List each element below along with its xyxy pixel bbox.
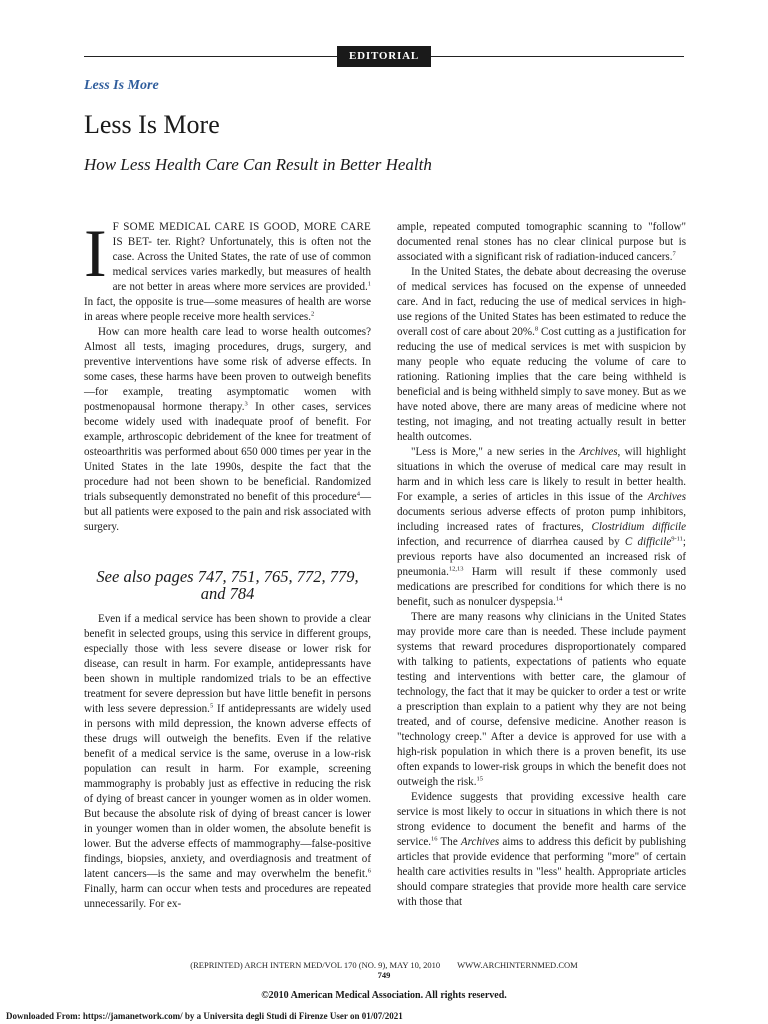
reference-marker[interactable]: 4 — [356, 490, 360, 498]
text-run: ; previous reports have also documented an increased risk of pneumonia. — [397, 536, 686, 578]
reference-marker[interactable]: 3 — [244, 400, 248, 408]
reference-marker[interactable]: 8 — [534, 325, 539, 333]
text-run: "Less is More," a new series in the — [411, 446, 580, 458]
reference-marker[interactable]: 6 — [367, 867, 371, 875]
text-run: Even if a medical service has been shown to provide a clear benefit in selected groups, using this service in different groups, especially those with less severe disease or lower risk for disease, can result in harm. For example, antidepressants have been shown in multiple randomized trials to be an effective treatment for severe depression but have little benefit in persons with less severe depression. — [84, 613, 371, 715]
text-run: Harm will result if these commonly used medications are prescribed for conditions for which there is no benefit, such as nonulcer dyspepsia. — [397, 566, 686, 608]
journal-name: Archives — [579, 446, 618, 458]
website-link[interactable]: WWW.ARCHINTERNMED.COM — [457, 960, 578, 970]
text-run: How can more health care lead to worse health outcomes? Almost all tests, imaging procedures, drugs, surgery, and preventive interventions have some risk of adverse effects. In some cases, these harms have been proven to outweigh benefits—for example, treating asymptomatic women with postmenopausal hormone therapy. — [84, 326, 371, 413]
species-name: C difficile — [624, 536, 672, 548]
text-run: The — [437, 836, 461, 848]
left-column-bottom — [84, 612, 371, 912]
right-column — [397, 220, 686, 910]
text-run: In other cases, services become widely used with inadequate proof of benefit. For example, arthroscopic debridement of the knee for treatment of osteoarthritis was performed about 650 000 times per year in the United States in the late 1990s, despite the fact that the procedure had not been shown to be beneficial. Randomized trials subsequently demonstrated no benefit of this procedure — [84, 401, 371, 503]
text-run: aims to address this deficit by publishing articles that provide evidence that performing "more" of certain health care activities results in "less" health. Appropriate articles should compare strategies that provide more health care service with those that — [397, 836, 686, 908]
reference-marker[interactable]: 15 — [476, 775, 483, 783]
text-run: Cost cutting as a justification for reducing the use of medical services is met with suspicion by many people who equate reducing the volume of care to rationing. Rationing implies that the care being withheld is beneficial and is being withheld simply to save money. But as we have noted above, there are many areas of medicine where not testing, not imaging, and not treating actually result in better health outcomes. — [397, 326, 686, 443]
text-run: Evidence suggests that providing excessive health care service is most likely to occur in situations in which there is not strong evidence to document the benefit and harms of the service. — [397, 791, 686, 848]
reference-marker[interactable]: 2 — [310, 310, 315, 318]
paragraph — [84, 612, 371, 912]
reference-marker[interactable]: 9-11 — [671, 535, 683, 543]
species-name: Clostridium difficile — [591, 521, 686, 533]
paragraph — [84, 325, 371, 535]
text-run: In fact, the opposite is true—some measures of health are worse in areas where people receive more health services. — [84, 296, 371, 323]
editorial-tag: EDITORIAL — [337, 46, 431, 67]
reference-marker[interactable]: 16 — [431, 835, 438, 843]
reference-marker[interactable]: 7 — [672, 250, 676, 258]
text-run: ample, repeated computed tomographic scanning to "follow" documented renal stones has no clear clinical purpose but is associated with a significant risk of radiation-induced cancers. — [397, 221, 686, 263]
text-run: , will highlight situations in which the overuse of medical care may result in harm and in which less care is likely to result in better health. For example, a series of articles in this issue of the — [397, 446, 686, 503]
article-title: Less Is More — [84, 110, 220, 139]
download-notice: Downloaded From: https://jamanetwork.com/ by a Universita degli Studi di Firenze User on 01/07/2021 — [6, 1011, 403, 1021]
lead-in-caps: F SOME MEDICAL CARE IS GOOD, MORE CARE IS BET- — [112, 221, 371, 248]
paragraph — [397, 265, 686, 445]
paragraph — [397, 610, 686, 790]
text-run: —but all patients were exposed to the pain and risk associated with surgery. — [84, 491, 371, 533]
page-number: 749 — [377, 970, 391, 980]
paragraph — [397, 220, 686, 265]
text-run: In the United States, the debate about decreasing the overuse of medical services has focused on the expense of unneeded care. And in fact, reducing the use of medical services in high-use regions of the United States has been estimated to reduce the overall cost of care about 20%. — [397, 266, 686, 338]
text-run: infection, and recurrence of diarrhea caused by — [397, 536, 625, 548]
journal-name: Archives — [647, 491, 686, 503]
article-subtitle: How Less Health Care Can Result in Better Health — [84, 155, 432, 174]
text-run: ter. Right? Unfortunately, this is often not the case. Across the United States, the rate of use of common medical services varies markedly, but measures of health are not better in areas where more services are provided. — [112, 236, 371, 293]
see-also-callout[interactable]: See also pages 747, 751, 765, 772, 779, and 784 — [96, 567, 359, 603]
series-label[interactable]: Less Is More — [84, 78, 159, 93]
citation: (REPRINTED) ARCH INTERN MED/VOL 170 (NO. 9), MAY 10, 2010 — [190, 960, 441, 970]
paragraph — [397, 790, 686, 910]
journal-name: Archives — [460, 836, 500, 848]
paragraph — [84, 215, 371, 325]
text-run: If antidepressants are widely used in persons with mild depression, the known adverse effects of these drugs will outweigh the benefits. Even if the relative benefit of a medical service is the same, overuse in a low-risk population can result in harm. For example, screening mammography is probably just as effective in reducing the risk of dying of breast cancer in younger women as in older women. But because the absolute risk of dying of breast cancer is lower in younger women than in older women, the absolute benefit is lower. But the adverse effects of mammography—false-positive findings, biopsies, anxiety, and overdiagnosis and treatment of latent cancers—is the same and may overwhelm the benefit. — [84, 703, 371, 880]
reference-marker[interactable]: 5 — [209, 702, 214, 710]
left-column-top — [84, 215, 371, 535]
paragraph — [397, 445, 686, 610]
text-run: Finally, harm can occur when tests and procedures are repeated unnecessarily. For ex- — [84, 883, 371, 910]
copyright-notice: ©2010 American Medical Association. All rights reserved. — [261, 990, 507, 1001]
reference-marker[interactable]: 12,13 — [448, 565, 464, 573]
text-run: documents serious adverse effects of proton pump inhibitors, including increased rates of fractures, — [397, 506, 686, 533]
footer-citation-line — [84, 960, 684, 970]
drop-cap: I — [84, 215, 107, 291]
text-run: There are many reasons why clinicians in the United States may provide more care than is needed. These include payment systems that reward procedures disproportionately compared with talking to patients, expectations of patients who equate testing and interventions with better care, the glamour of technology, the fact that it may be quicker to order a test or write a prescription than explain to a patient why they are not being treated, and of course, defensive medicine. Another reason is "technology creep." After a device is approved for use with a high-risk population in which there is a proven benefit, its use often expands to lower-risk groups in which the benefit does not outweigh the risk. — [397, 611, 686, 788]
reference-marker[interactable]: 1 — [367, 280, 371, 288]
reference-marker[interactable]: 14 — [555, 595, 563, 603]
